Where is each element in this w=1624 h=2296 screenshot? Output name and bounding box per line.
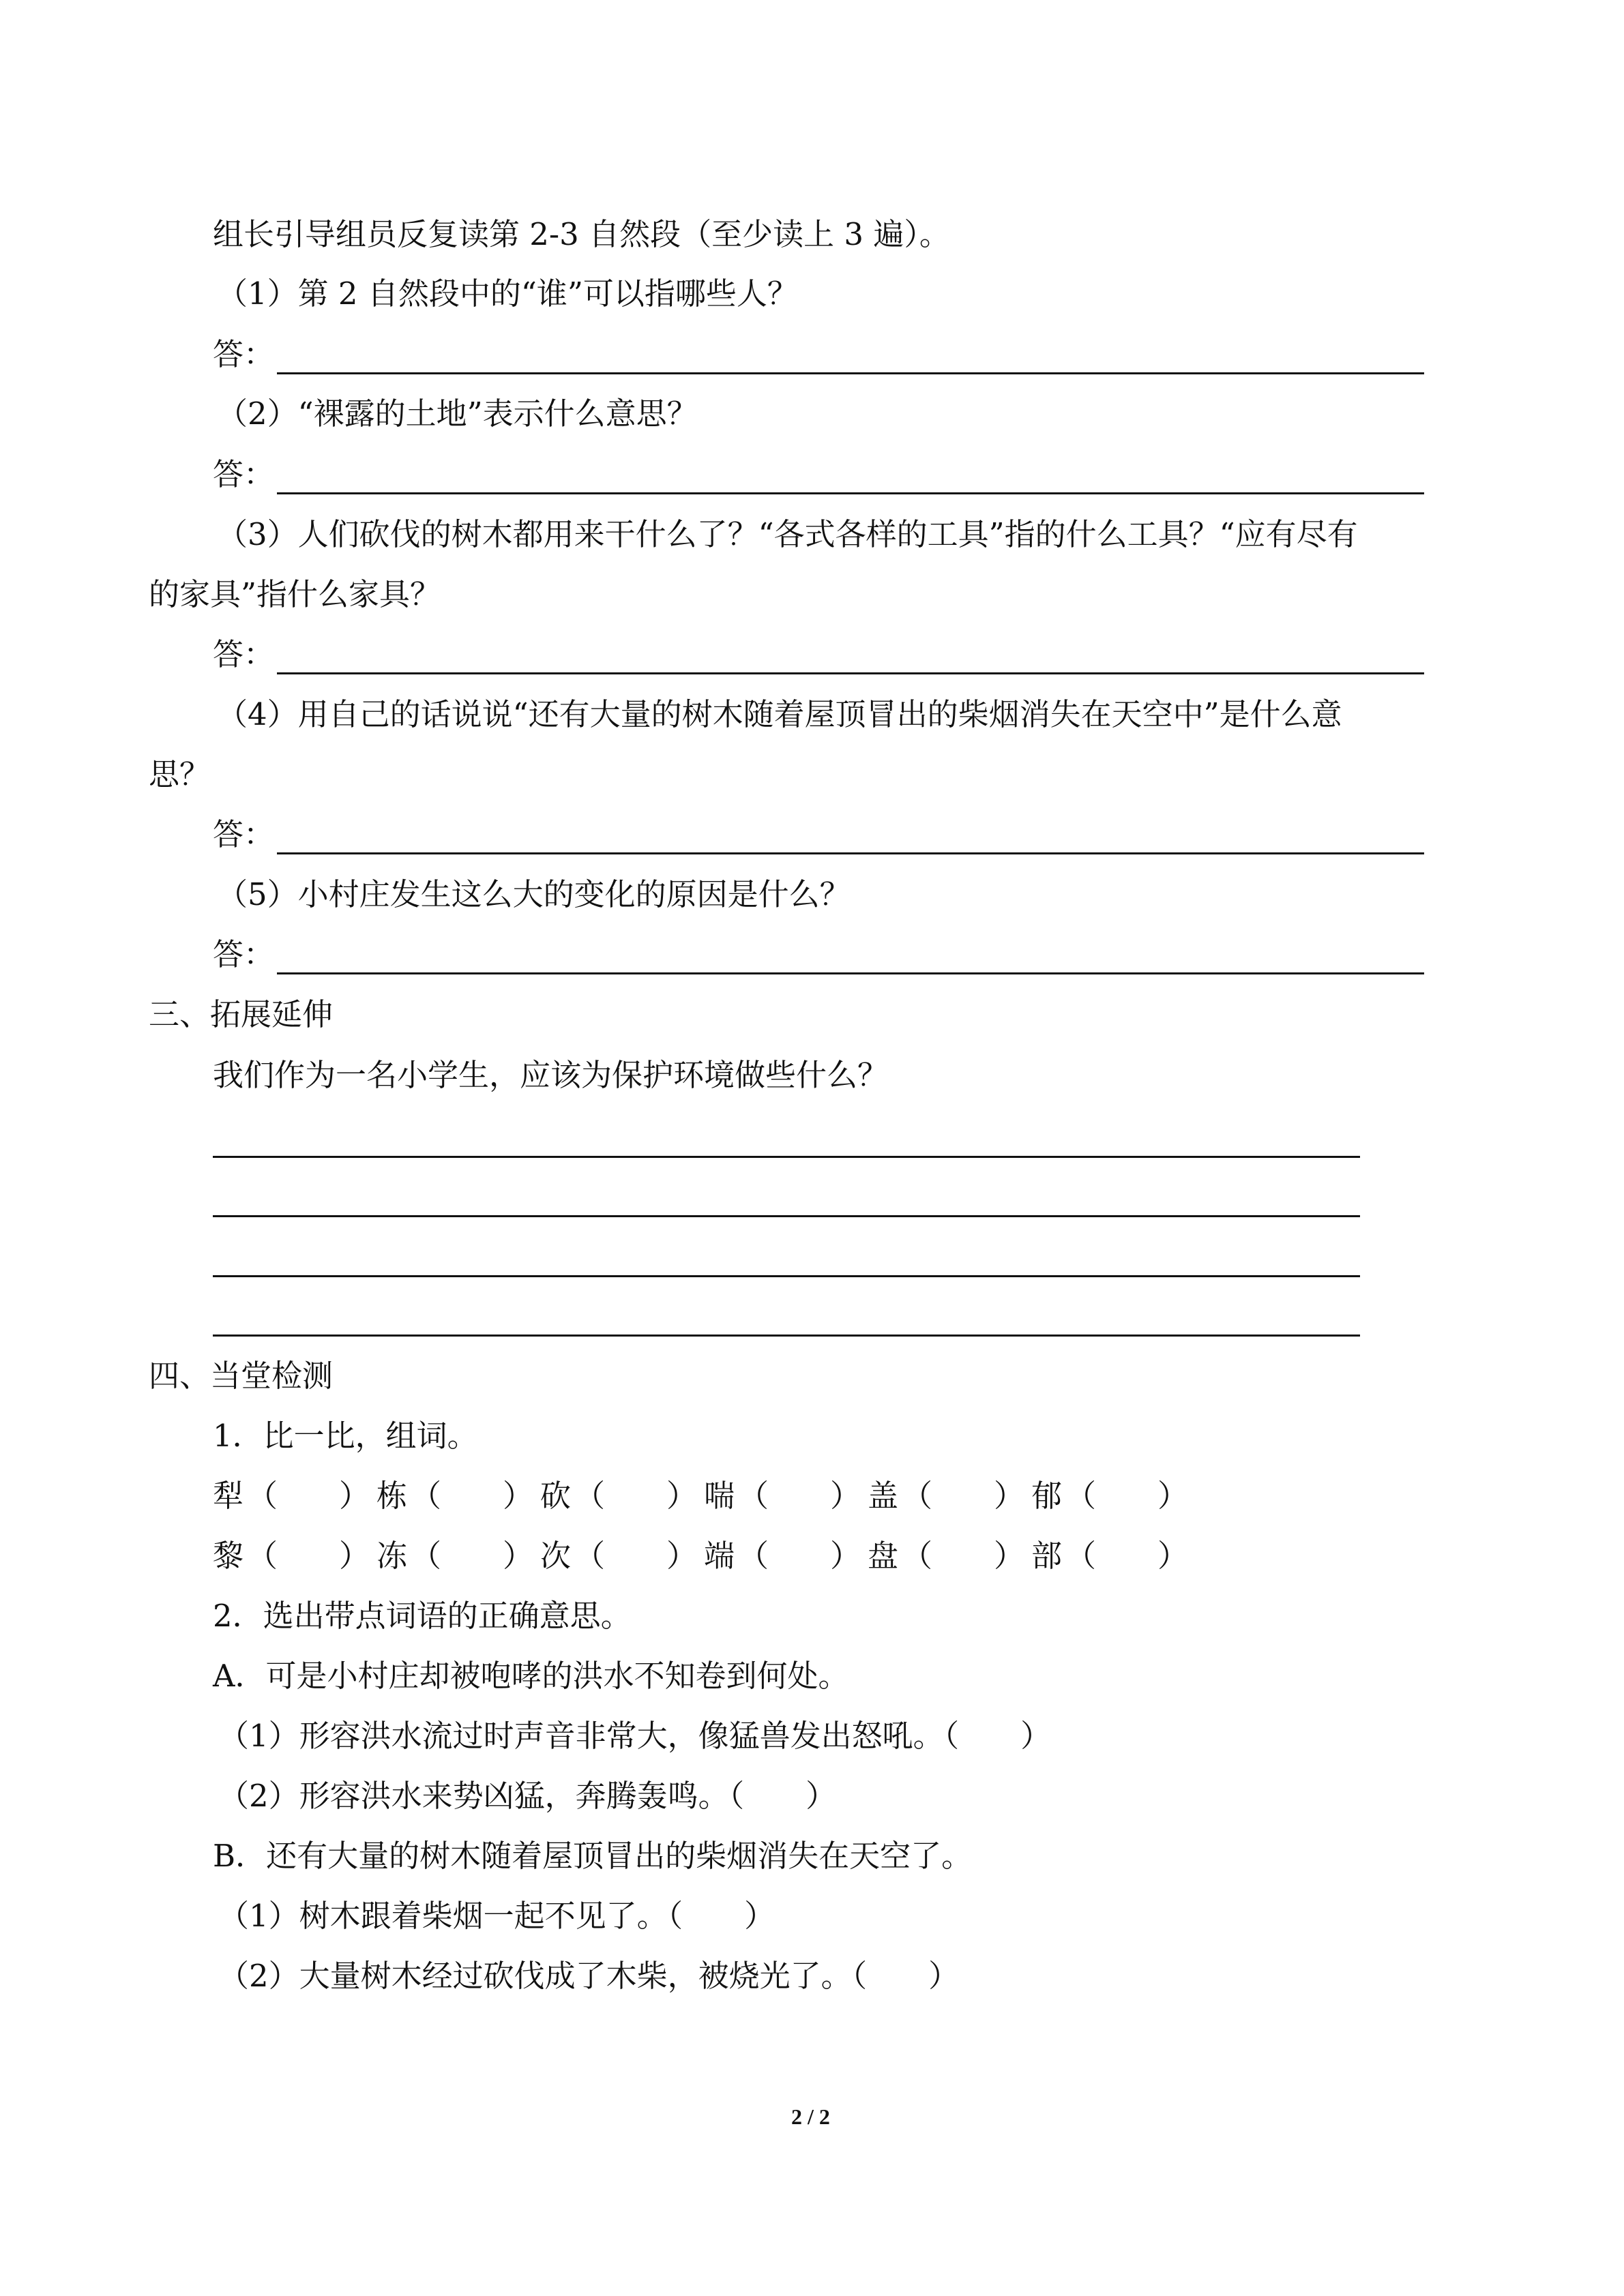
writing-line-3[interactable] [213, 1275, 1360, 1277]
char-item: 部 [1031, 1538, 1063, 1574]
word-blank[interactable]: （ ） [574, 1478, 698, 1514]
question-4-line-1: （4）用自己的话说说“还有大量的树木随着屋顶冒出的柴烟消失在天空中”是什么意 [217, 696, 1342, 732]
char-item: 砍 [540, 1478, 572, 1514]
writing-line-2[interactable] [213, 1215, 1360, 1217]
answer-line-4[interactable] [277, 852, 1424, 854]
sentence-b-option-2[interactable]: （2）大量树木经过砍伐成了木柴，被烧光了。（ ） [218, 1958, 960, 1994]
word-blank[interactable]: （ ） [902, 1538, 1025, 1574]
reading-instruction: 组长引导组员反复读第 2-3 自然段（至少读上 3 遍）。 [213, 216, 950, 252]
char-item: 郁 [1031, 1478, 1063, 1514]
char-item: 盘 [868, 1538, 899, 1574]
answer-line-5[interactable] [277, 972, 1424, 974]
exercise-1-instruction: 1．比一比，组词。 [213, 1418, 478, 1454]
section-4-title: 四、当堂检测 [149, 1358, 334, 1394]
section-3-question: 我们作为一名小学生，应该为保护环境做些什么？ [213, 1057, 889, 1093]
word-blank[interactable]: （ ） [247, 1478, 370, 1514]
question-3-line-2: 的家具”指什么家具？ [149, 576, 441, 612]
answer-label-1: 答： [213, 336, 275, 372]
word-blank[interactable]: （ ） [902, 1478, 1025, 1514]
page-number: 2 / 2 [791, 2104, 830, 2129]
question-5: （5）小村庄发生这么大的变化的原因是什么？ [217, 876, 851, 912]
char-item: 盖 [868, 1478, 899, 1514]
sentence-a-option-2[interactable]: （2）形容洪水来势凶猛，奔腾轰鸣。（ ） [218, 1778, 837, 1814]
question-1: （1）第 2 自然段中的“谁”可以指哪些人？ [217, 275, 798, 312]
word-blank[interactable]: （ ） [411, 1538, 534, 1574]
word-blank[interactable]: （ ） [738, 1538, 861, 1574]
char-item: 端 [704, 1538, 735, 1574]
answer-line-1[interactable] [277, 372, 1424, 374]
answer-label-2: 答： [213, 456, 275, 492]
writing-line-1[interactable] [213, 1156, 1360, 1158]
char-item: 栋 [377, 1478, 408, 1514]
answer-line-3[interactable] [277, 672, 1424, 674]
section-3-title: 三、拓展延伸 [149, 996, 334, 1032]
char-item: 喘 [704, 1478, 735, 1514]
sentence-b: B．还有大量的树木随着屋顶冒出的柴烟消失在天空了。 [213, 1838, 973, 1874]
char-item: 冻 [377, 1538, 408, 1574]
answer-label-4: 答： [213, 816, 275, 852]
answer-label-3: 答： [213, 636, 275, 672]
sentence-a-option-1[interactable]: （1）形容洪水流过时声音非常大，像猛兽发出怒吼。（ ） [218, 1718, 1052, 1754]
char-item: 黎 [213, 1538, 244, 1574]
word-blank[interactable]: （ ） [738, 1478, 861, 1514]
word-blank[interactable]: （ ） [411, 1478, 534, 1514]
sentence-b-option-1[interactable]: （1）树木跟着柴烟一起不见了。（ ） [218, 1898, 776, 1934]
exercise-2-instruction: 2．选出带点词语的正确意思。 [213, 1598, 632, 1634]
question-2: （2）“裸露的土地”表示什么意思？ [217, 396, 698, 432]
question-4-line-2: 思？ [149, 756, 211, 792]
word-blank[interactable]: （ ） [574, 1538, 698, 1574]
word-blank[interactable]: （ ） [1065, 1478, 1189, 1514]
answer-line-2[interactable] [277, 492, 1424, 494]
sentence-a: A．可是小村庄却被咆哮的洪水不知卷到何处。 [213, 1658, 849, 1694]
answer-label-5: 答： [213, 936, 275, 972]
char-item: 犁 [213, 1478, 244, 1514]
char-item: 次 [540, 1538, 572, 1574]
word-blank[interactable]: （ ） [1065, 1538, 1189, 1574]
word-blank[interactable]: （ ） [247, 1538, 370, 1574]
question-3-line-1: （3）人们砍伐的树木都用来干什么了？“各式各样的工具”指的什么工具？“应有尽有 [217, 516, 1358, 552]
writing-line-4[interactable] [213, 1335, 1360, 1337]
